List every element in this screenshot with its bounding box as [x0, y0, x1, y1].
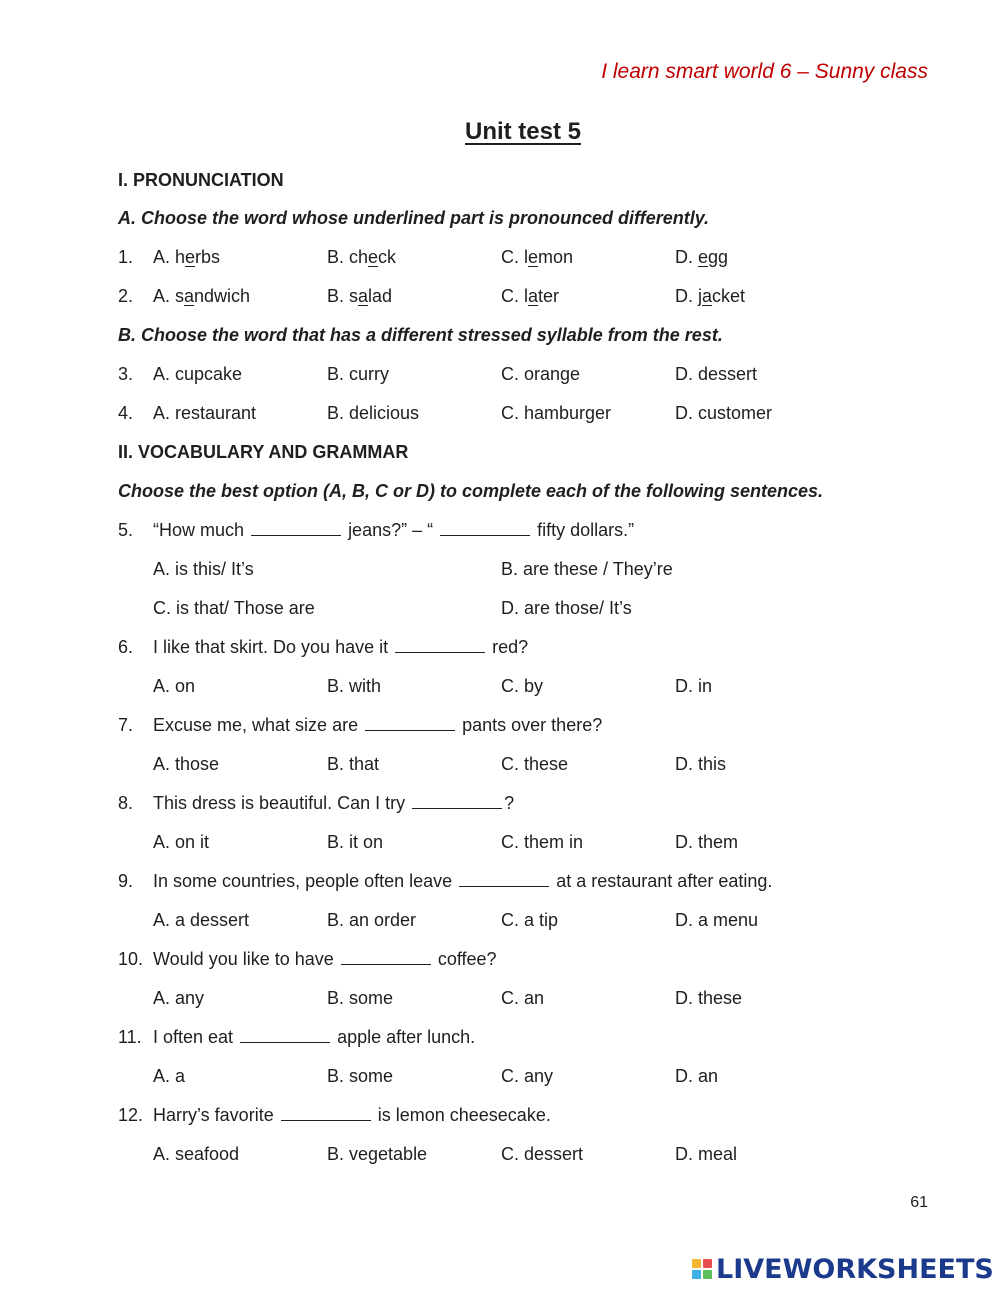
question-text: Would you like to have coffee? — [153, 949, 497, 969]
page-number: 61 — [910, 1194, 928, 1211]
answer-blank — [240, 1041, 330, 1043]
question-text: Excuse me, what size are pants over there? — [153, 715, 603, 735]
question-number: 8. — [118, 793, 134, 813]
question-text: I like that skirt. Do you have it red? — [153, 637, 529, 657]
logo-mark-icon — [692, 1259, 712, 1279]
answer-blank — [459, 885, 549, 887]
option-c: C. hamburger — [501, 403, 612, 423]
option-a: A. sandwich — [153, 286, 251, 306]
option-d: D. in — [675, 676, 713, 696]
option-d: D. a menu — [675, 910, 759, 930]
question-number: 11. — [118, 1027, 142, 1047]
option-b: B. delicious — [327, 403, 420, 423]
answer-blank — [365, 729, 455, 731]
option-d: D. an — [675, 1066, 719, 1086]
answer-blank — [341, 963, 431, 965]
option-d: D. these — [675, 988, 743, 1008]
option-a: A. a — [153, 1066, 186, 1086]
option-a: A. on — [153, 676, 196, 696]
option-b: B. that — [327, 754, 380, 774]
question-number: 2. — [118, 286, 134, 306]
question-text: Harry’s favorite is lemon cheesecake. — [153, 1105, 551, 1125]
question-number: 12. — [118, 1105, 144, 1125]
logo-square-icon — [692, 1259, 701, 1268]
option-c: C. is that/ Those are — [153, 598, 315, 618]
option-d: D. them — [675, 832, 739, 852]
option-c: C. them in — [501, 832, 584, 852]
answer-blank — [281, 1119, 371, 1121]
option-a: A. is this/ It’s — [153, 559, 254, 579]
answer-blank — [412, 807, 502, 809]
option-d: D. are those/ It’s — [501, 598, 632, 618]
option-a: A. any — [153, 988, 205, 1008]
option-d: D. this — [675, 754, 727, 774]
option-c: C. a tip — [501, 910, 559, 930]
option-c: C. dessert — [501, 1144, 584, 1164]
option-a: A. those — [153, 754, 220, 774]
option-a: A. a dessert — [153, 910, 250, 930]
instruction-vocabulary: Choose the best option (A, B, C or D) to complete each of the following sentences. — [118, 481, 824, 501]
answer-blank — [440, 534, 530, 536]
option-c: C. later — [501, 286, 560, 306]
logo-square-icon — [703, 1270, 712, 1279]
option-a: A. on it — [153, 832, 210, 852]
option-b: B. some — [327, 988, 394, 1008]
answer-blank — [251, 534, 341, 536]
option-d: D. customer — [675, 403, 773, 423]
liveworksheets-logo[interactable] — [692, 1252, 994, 1286]
question-number: 10. — [118, 949, 144, 969]
header-brand: I learn smart world 6 – Sunny class — [601, 60, 928, 83]
page-title: Unit test 5 — [464, 118, 581, 145]
option-b: B. check — [327, 247, 397, 267]
logo-square-icon — [703, 1259, 712, 1268]
question-text: This dress is beautiful. Can I try ? — [153, 793, 515, 813]
option-b: B. salad — [327, 286, 393, 306]
option-c: C. lemon — [501, 247, 574, 267]
instruction-b: B. Choose the word that has a different stressed syllable from the rest. — [118, 325, 723, 345]
option-c: C. these — [501, 754, 569, 774]
option-c: C. by — [501, 676, 544, 696]
question-text: “How much jeans?” – “ fifty dollars.” — [153, 520, 635, 540]
question-number: 4. — [118, 403, 134, 423]
option-c: C. any — [501, 1066, 554, 1086]
option-d: D. jacket — [675, 286, 746, 306]
question-number: 1. — [118, 247, 134, 267]
option-a: A. seafood — [153, 1144, 240, 1164]
option-b: B. are these / They’re — [501, 559, 673, 579]
logo-text: LIVEWORKSHEETS — [716, 1253, 994, 1285]
question-number: 6. — [118, 637, 134, 657]
section-pronunciation: I. PRONUNCIATION — [118, 170, 284, 190]
logo-square-icon — [692, 1270, 701, 1279]
option-b: B. with — [327, 676, 382, 696]
question-number: 9. — [118, 871, 134, 891]
option-d: D. dessert — [675, 364, 758, 384]
option-c: C. orange — [501, 364, 581, 384]
option-b: B. curry — [327, 364, 390, 384]
question-number: 7. — [118, 715, 134, 735]
option-b: B. vegetable — [327, 1144, 428, 1164]
option-b: B. some — [327, 1066, 394, 1086]
question-text: I often eat apple after lunch. — [153, 1027, 476, 1047]
option-d: D. meal — [675, 1144, 738, 1164]
option-b: B. an order — [327, 910, 417, 930]
option-d: D. egg — [675, 247, 729, 267]
option-b: B. it on — [327, 832, 384, 852]
question-number: 3. — [118, 364, 134, 384]
option-c: C. an — [501, 988, 545, 1008]
option-a: A. restaurant — [153, 403, 257, 423]
question-text: In some countries, people often leave at a restaurant after eating. — [153, 871, 773, 891]
instruction-a: A. Choose the word whose underlined part is pronounced differently. — [118, 208, 710, 228]
section-vocabulary: II. VOCABULARY AND GRAMMAR — [118, 442, 409, 462]
option-a: A. herbs — [153, 247, 221, 267]
question-number: 5. — [118, 520, 134, 540]
option-a: A. cupcake — [153, 364, 243, 384]
answer-blank — [395, 651, 485, 653]
